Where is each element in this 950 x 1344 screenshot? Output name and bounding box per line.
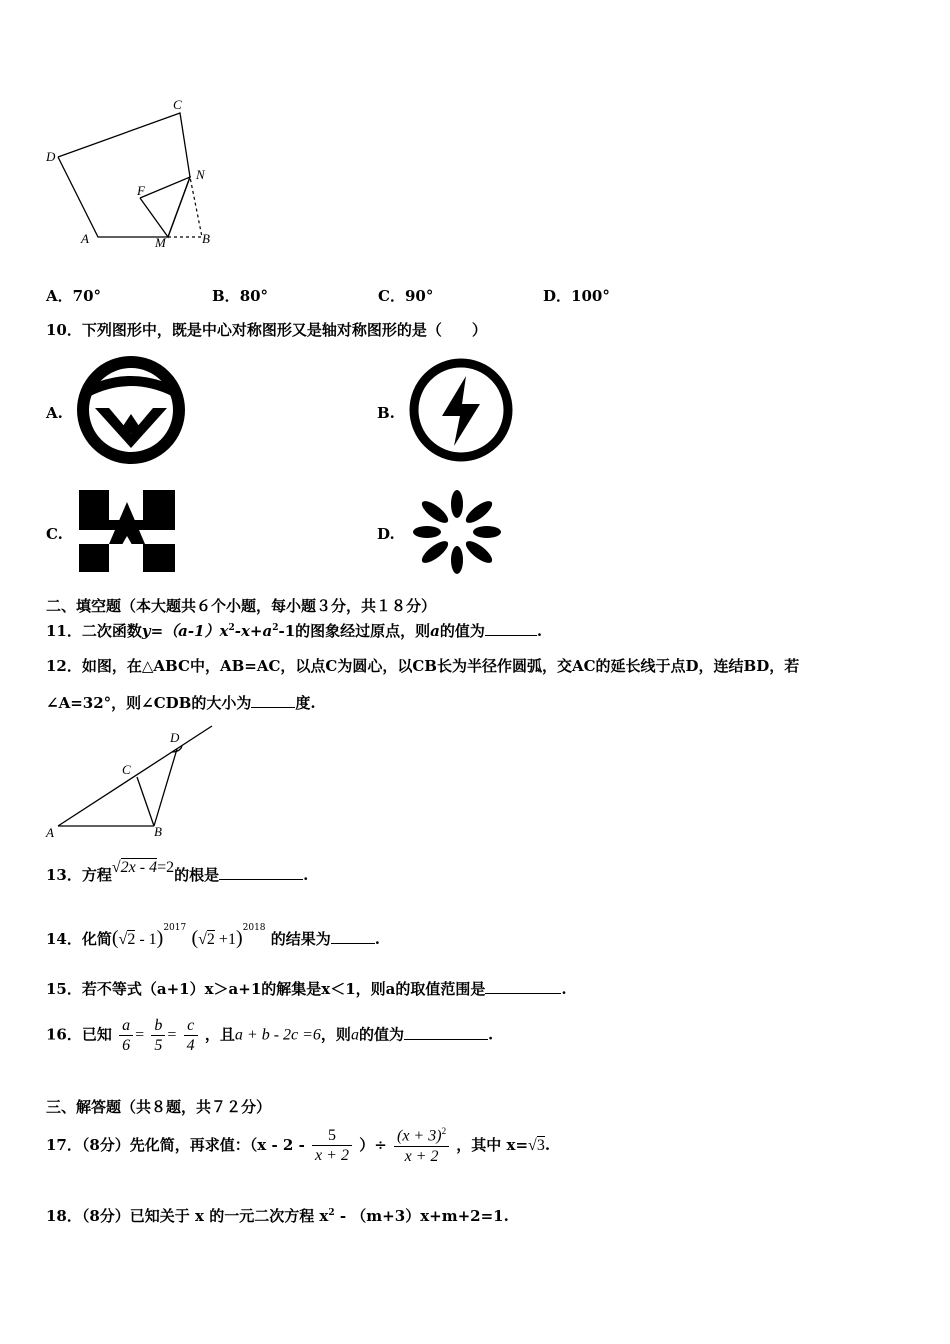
label-D: D: [170, 730, 180, 745]
q12-line1: 12．如图，在△ABC中，AB=AC，以点C为圆心，以CB长为半径作圆弧，交AC的延长线于点D，连结BD，若: [46, 657, 800, 675]
label-N: N: [196, 167, 205, 182]
q16: 16．已知 $\frac{a}{6}$ = $\frac{b}{5}$ = $\frac{c}{4}$ ，且a + b - 2c =6，则a的值为 .: [46, 1017, 494, 1055]
line-CB: [137, 777, 154, 826]
q10-option-c-letter: C.: [46, 525, 63, 543]
q9-option-b: B．80°: [212, 287, 269, 305]
petal-flower-icon: [405, 488, 509, 576]
q12-line2: ∠A=32°，则∠CDB的大小为 度.: [46, 694, 316, 712]
line-BD: [154, 749, 177, 826]
label-F: F: [137, 183, 145, 198]
label-A: A: [46, 825, 54, 840]
q9-option-d: D．100°: [543, 287, 610, 305]
q10-stem: 10．下列图形中，既是中心对称图形又是轴对称图形的是（ ）: [46, 321, 487, 339]
q13: 13．方程√2x - 4=2的根是 .: [46, 859, 309, 884]
section3-title: 三、解答题（共８题，共７２分）: [46, 1098, 272, 1116]
label-M: M: [155, 235, 166, 250]
q17: 17．（8分）先化简，再求值：（x - 2 - $\frac{5}{x + 2}$ ）÷ $\frac{(x + 3)^2}{x + 2}$ ，其中 x=√3.: [46, 1126, 551, 1165]
dashed-triangle: [168, 177, 202, 237]
line-AD: [58, 726, 212, 826]
q10-option-b-letter: B.: [377, 404, 395, 422]
q10-option-d-letter: D.: [377, 525, 395, 543]
label-A: A: [81, 231, 89, 246]
q11: 11．二次函数$y=(a-1)x^2-x+a^2-1$的图象经过原点，则a的值为 .: [46, 622, 543, 640]
q9-figure: [40, 95, 230, 255]
label-B: B: [154, 824, 162, 839]
q14: 14．化简(√2 - 1)$^{2017}$ $(√2 +1)^{2018}$ 的结果为 .: [46, 923, 381, 949]
circle-v-emblem-icon: [73, 352, 189, 468]
q15: 15．若不等式（a+1）x＞a+1的解集是x＜1，则a的取值范围是 .: [46, 980, 567, 998]
lightning-circle-icon: [404, 352, 520, 468]
label-D: D: [46, 149, 56, 164]
q10-option-a-letter: A.: [46, 404, 63, 422]
q9-option-c: C．90°: [378, 287, 434, 305]
label-C: C: [122, 762, 131, 777]
fold-triangle: [140, 177, 190, 237]
checker-triangle-icon: [77, 488, 177, 574]
quadrilateral: [58, 113, 190, 237]
section2-title: 二、填空题（本大题共６个小题，每小题３分，共１８分）: [46, 597, 437, 615]
label-B: B: [202, 231, 210, 246]
q9-option-a: A．70°: [46, 287, 102, 305]
q18: 18．（8分）已知关于 x 的一元二次方程 $x^2 - (m+3)x+m+2=1$.: [46, 1207, 509, 1225]
q12-figure: [42, 722, 222, 842]
label-C: C: [173, 97, 182, 112]
